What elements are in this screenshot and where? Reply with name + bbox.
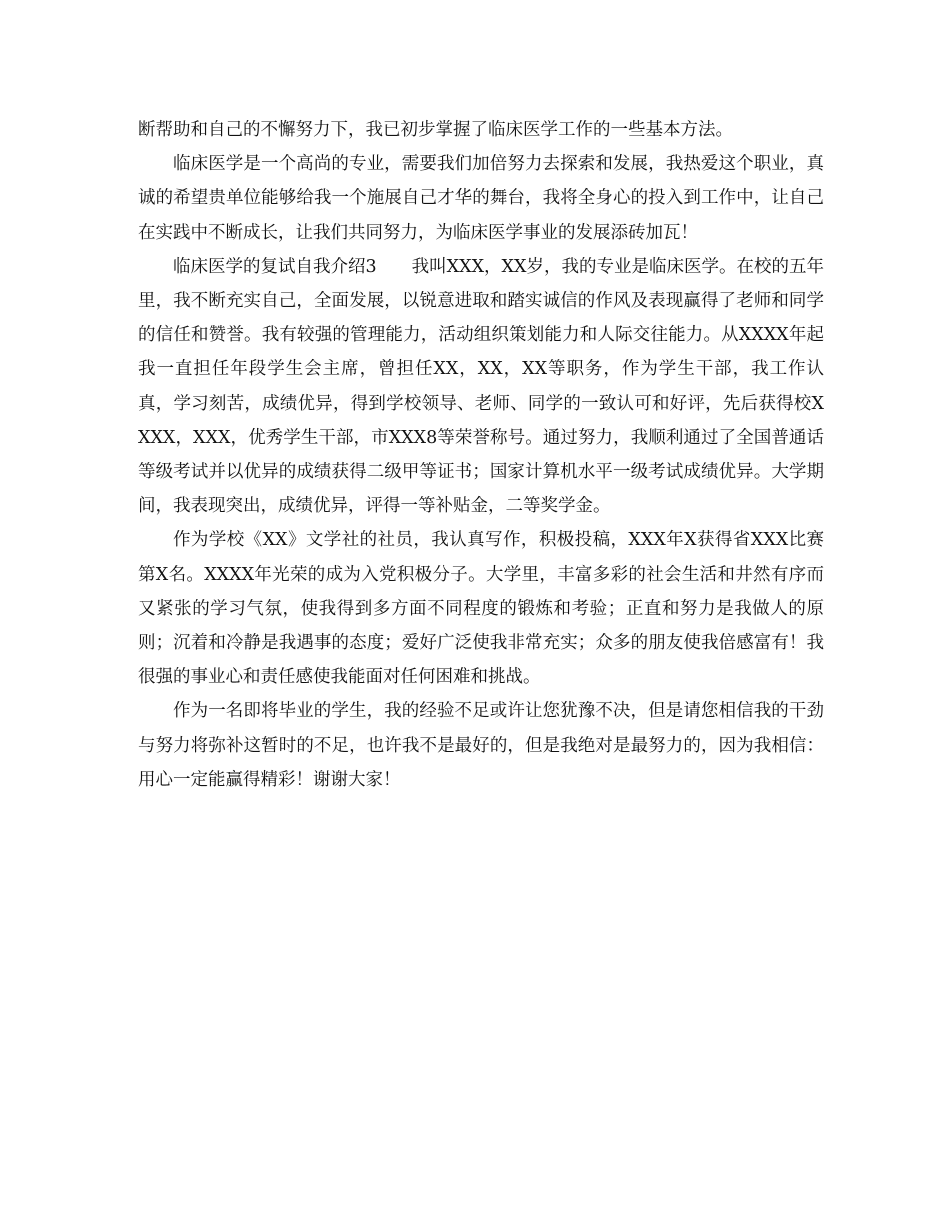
- document-body: [138, 113, 824, 797]
- paragraph-4: 作为学校《XX》文学社的社员，我认真写作，积极投稿，XXX年X获得省XXX比赛第X名。XXXX年光荣的成为入党积极分子。大学里，丰富多彩的社会生活和井然有序而又紧张的学习气氛，使我得到多方面不同程度的锻炼和考验；正直和努力是我做人的原则；沉着和冷静是我遇事的态度；爱好广泛使我非常充实；众多的朋友使我倍感富有！我很强的事业心和责任感使我能面对任何困难和挑战。: [138, 530, 824, 688]
- paragraph-5: 作为一名即将毕业的学生，我的经验不足或许让您犹豫不决，但是请您相信我的干劲与努力将弥补这暂时的不足，也许我不是最好的，但是我绝对是最努力的，因为我相信：用心一定能赢得精彩！谢谢大家！: [138, 701, 824, 790]
- paragraph-1: 断帮助和自己的不懈努力下，我已初步掌握了临床医学工作的一些基本方法。: [138, 120, 733, 140]
- paragraph-3: 临床医学的复试自我介绍3 我叫XXX，XX岁，我的专业是临床医学。在校的五年里，我不断充实自己，全面发展，以锐意进取和踏实诚信的作风及表现赢得了老师和同学的信任和赞誉。我有较强的管理能力，活动组织策划能力和人际交往能力。从XXXX年起我一直担任年段学生会主席，曾担任XX，XX，XX等职务，作为学生干部，我工作认真，学习刻苦，成绩优异，得到学校领导、老师、同学的一致认可和好评，先后获得校XXXX，XXX，优秀学生干部，市XXX8等荣誉称号。通过努力，我顺利通过了全国普通话等级考试并以优异的成绩获得二级甲等证书；国家计算机水平一级考试成绩优异。大学期间，我表现突出，成绩优异，评得一等补贴金，二等奖学金。: [138, 256, 824, 517]
- paragraph-2: 临床医学是一个高尚的专业，需要我们加倍努力去探索和发展，我热爱这个职业，真诚的希望贵单位能够给我一个施展自己才华的舞台，我将全身心的投入到工作中，让自己在实践中不断成长，让我们共同努力，为临床医学事业的发展添砖加瓦！: [138, 154, 824, 243]
